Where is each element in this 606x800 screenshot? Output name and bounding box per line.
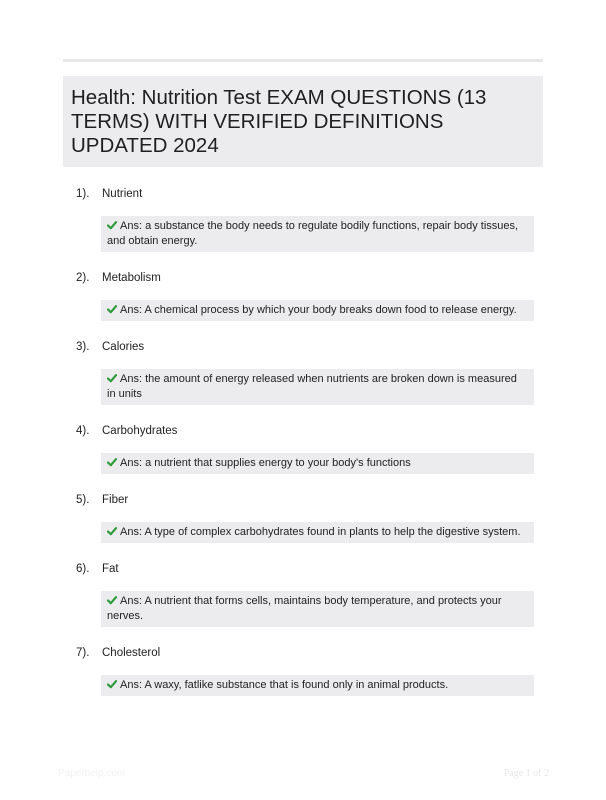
answer-box — [101, 369, 534, 405]
page-title: Health: Nutrition Test EXAM QUESTIONS (13 TERMS) WITH VERIFIED DEFINITIONS UPDATED 2024 — [71, 86, 487, 157]
answer-box — [101, 453, 534, 474]
question-term: Fiber — [102, 494, 129, 506]
question-term: Fat — [102, 563, 119, 575]
check-icon — [107, 526, 117, 536]
question-term: Carbohydrates — [102, 425, 178, 437]
title-panel — [63, 76, 543, 167]
qa-item — [76, 272, 536, 321]
question-term: Calories — [102, 341, 145, 353]
question-number: 6). — [76, 563, 90, 575]
answer-text: Ans: a nutrient that supplies energy to your body's functions — [120, 457, 411, 469]
qa-item — [76, 425, 536, 474]
question-number: 3). — [76, 341, 90, 353]
footer-watermark: Paperhelp.com — [58, 768, 126, 779]
answer-box — [101, 591, 534, 627]
answer-box — [101, 522, 534, 543]
check-icon — [107, 220, 117, 230]
check-icon — [107, 304, 117, 314]
answer-box — [101, 300, 534, 321]
question-number: 4). — [76, 425, 90, 437]
answer-text: Ans: A waxy, fatlike substance that is found only in animal products. — [120, 679, 449, 691]
qa-item — [76, 647, 536, 696]
answer-text: Ans: a substance the body needs to regulate bodily functions, repair body tissues, and obtain energy. — [107, 220, 519, 247]
question-number: 5). — [76, 494, 90, 506]
answer-text: Ans: A chemical process by which your body breaks down food to release energy. — [120, 304, 517, 316]
page-number: Page 1 of 2 — [503, 768, 549, 779]
answer-text: Ans: the amount of energy released when nutrients are broken down is measured in units — [107, 373, 517, 400]
check-icon — [107, 373, 117, 383]
question-term: Cholesterol — [102, 647, 161, 659]
check-icon — [107, 679, 117, 689]
check-icon — [107, 595, 117, 605]
qa-item — [76, 188, 536, 252]
question-number: 1). — [76, 188, 90, 200]
answer-text: Ans: A nutrient that forms cells, maintains body temperature, and protects your nerves. — [107, 595, 502, 622]
question-number: 2). — [76, 272, 90, 284]
qa-list — [76, 188, 536, 716]
question-term: Metabolism — [102, 272, 161, 284]
qa-item — [76, 341, 536, 405]
answer-box — [101, 216, 534, 252]
qa-item — [76, 563, 536, 627]
qa-item — [76, 494, 536, 543]
header-divider — [63, 59, 543, 62]
check-icon — [107, 457, 117, 467]
answer-text: Ans: A type of complex carbohydrates found in plants to help the digestive system. — [120, 526, 521, 538]
question-term: Nutrient — [102, 188, 143, 200]
answer-box — [101, 675, 534, 696]
question-number: 7). — [76, 647, 90, 659]
